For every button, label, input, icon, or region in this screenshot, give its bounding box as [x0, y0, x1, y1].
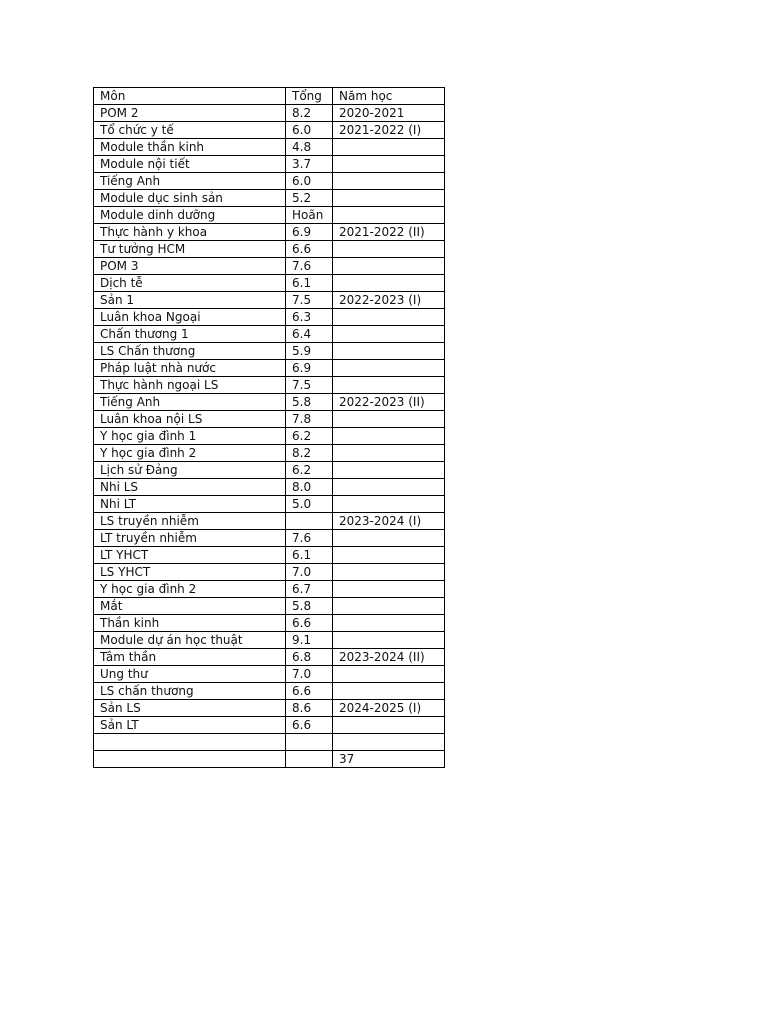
year-cell — [333, 598, 445, 615]
subject-cell: Tổ chức y tế — [94, 122, 286, 139]
table-row — [94, 377, 445, 394]
subject-cell: Nhi LS — [94, 479, 286, 496]
year-cell — [333, 530, 445, 547]
year-cell — [333, 683, 445, 700]
year-cell — [333, 581, 445, 598]
year-cell — [333, 156, 445, 173]
total-cell: 6.9 — [286, 360, 333, 377]
year-cell — [333, 190, 445, 207]
year-cell — [333, 734, 445, 751]
total-cell: 5.8 — [286, 598, 333, 615]
table-row — [94, 462, 445, 479]
subject-cell: Nhi LT — [94, 496, 286, 513]
year-cell — [333, 496, 445, 513]
table-row — [94, 564, 445, 581]
total-cell: 6.6 — [286, 241, 333, 258]
total-cell: 6.8 — [286, 649, 333, 666]
subject-cell: Sản 1 — [94, 292, 286, 309]
table-row — [94, 530, 445, 547]
total-cell — [286, 734, 333, 751]
total-cell: 6.6 — [286, 615, 333, 632]
total-cell: 7.6 — [286, 530, 333, 547]
header-subject: Môn — [94, 88, 286, 105]
total-cell: 8.0 — [286, 479, 333, 496]
year-cell — [333, 462, 445, 479]
subject-cell: Tiếng Anh — [94, 173, 286, 190]
subject-cell: POM 3 — [94, 258, 286, 275]
table-row — [94, 496, 445, 513]
subject-cell: LS YHCT — [94, 564, 286, 581]
total-cell — [286, 513, 333, 530]
total-cell: 7.0 — [286, 564, 333, 581]
table-row — [94, 156, 445, 173]
year-cell: 2024-2025 (I) — [333, 700, 445, 717]
subject-cell: LS truyền nhiễm — [94, 513, 286, 530]
total-cell: Hoãn — [286, 207, 333, 224]
table-row — [94, 139, 445, 156]
table-row — [94, 360, 445, 377]
year-cell: 2022-2023 (II) — [333, 394, 445, 411]
table-row — [94, 173, 445, 190]
total-cell: 9.1 — [286, 632, 333, 649]
year-cell: 37 — [333, 751, 445, 768]
total-cell: 6.6 — [286, 717, 333, 734]
total-cell: 5.0 — [286, 496, 333, 513]
year-cell — [333, 326, 445, 343]
table-row — [94, 122, 445, 139]
year-cell — [333, 615, 445, 632]
subject-cell — [94, 751, 286, 768]
year-cell — [333, 275, 445, 292]
table-row — [94, 581, 445, 598]
table-row — [94, 207, 445, 224]
subject-cell: POM 2 — [94, 105, 286, 122]
table-row — [94, 717, 445, 734]
subject-cell: Sản LS — [94, 700, 286, 717]
subject-cell: Thực hành ngoại LS — [94, 377, 286, 394]
year-cell — [333, 258, 445, 275]
subject-cell: Pháp luật nhà nước — [94, 360, 286, 377]
total-cell: 7.6 — [286, 258, 333, 275]
table-row — [94, 666, 445, 683]
subject-cell: Module nội tiết — [94, 156, 286, 173]
subject-cell: Thực hành y khoa — [94, 224, 286, 241]
year-cell — [333, 377, 445, 394]
table-row — [94, 734, 445, 751]
total-cell: 4.8 — [286, 139, 333, 156]
table-row — [94, 445, 445, 462]
table-row — [94, 326, 445, 343]
total-cell: 6.0 — [286, 173, 333, 190]
year-cell — [333, 343, 445, 360]
subject-cell: Tâm thần — [94, 649, 286, 666]
header-row — [94, 88, 445, 105]
total-cell: 6.6 — [286, 683, 333, 700]
year-cell: 2021-2022 (II) — [333, 224, 445, 241]
table-row — [94, 105, 445, 122]
subject-cell: Y học gia đình 2 — [94, 445, 286, 462]
year-cell — [333, 428, 445, 445]
year-cell — [333, 309, 445, 326]
total-cell: 7.0 — [286, 666, 333, 683]
year-cell: 2020-2021 — [333, 105, 445, 122]
grade-table — [93, 87, 445, 768]
year-cell — [333, 207, 445, 224]
year-cell — [333, 445, 445, 462]
total-cell: 8.2 — [286, 445, 333, 462]
year-cell — [333, 360, 445, 377]
year-cell — [333, 411, 445, 428]
table-row — [94, 632, 445, 649]
subject-cell: Sản LT — [94, 717, 286, 734]
subject-cell: Ung thư — [94, 666, 286, 683]
subject-cell: LT YHCT — [94, 547, 286, 564]
subject-cell: Module dự án học thuật — [94, 632, 286, 649]
year-cell — [333, 717, 445, 734]
table-row — [94, 190, 445, 207]
total-cell: 7.8 — [286, 411, 333, 428]
total-cell: 6.1 — [286, 547, 333, 564]
total-cell: 8.6 — [286, 700, 333, 717]
table-row — [94, 547, 445, 564]
table-row — [94, 683, 445, 700]
total-cell: 8.2 — [286, 105, 333, 122]
total-cell: 5.8 — [286, 394, 333, 411]
table-row — [94, 241, 445, 258]
subject-cell: Module dinh dưỡng — [94, 207, 286, 224]
table-row — [94, 428, 445, 445]
grade-table-body — [94, 88, 445, 768]
total-cell: 7.5 — [286, 377, 333, 394]
subject-cell: Luân khoa Ngoại — [94, 309, 286, 326]
subject-cell: Dịch tễ — [94, 275, 286, 292]
year-cell: 2022-2023 (I) — [333, 292, 445, 309]
header-total: Tổng — [286, 88, 333, 105]
table-row — [94, 309, 445, 326]
table-row — [94, 411, 445, 428]
year-cell: 2023-2024 (II) — [333, 649, 445, 666]
year-cell: 2023-2024 (I) — [333, 513, 445, 530]
year-cell — [333, 173, 445, 190]
year-cell — [333, 564, 445, 581]
subject-cell: Chấn thương 1 — [94, 326, 286, 343]
table-row — [94, 394, 445, 411]
total-cell: 6.9 — [286, 224, 333, 241]
subject-cell: LS Chấn thương — [94, 343, 286, 360]
subject-cell: LT truyền nhiễm — [94, 530, 286, 547]
subject-cell: Luân khoa nội LS — [94, 411, 286, 428]
table-row — [94, 275, 445, 292]
total-cell: 7.5 — [286, 292, 333, 309]
year-cell — [333, 241, 445, 258]
total-cell: 3.7 — [286, 156, 333, 173]
total-cell — [286, 751, 333, 768]
table-row — [94, 700, 445, 717]
subject-cell: LS chấn thương — [94, 683, 286, 700]
subject-cell: Module dục sinh sản — [94, 190, 286, 207]
total-cell: 6.3 — [286, 309, 333, 326]
header-year: Năm học — [333, 88, 445, 105]
year-cell — [333, 632, 445, 649]
subject-cell: Y học gia đình 1 — [94, 428, 286, 445]
table-row — [94, 258, 445, 275]
year-cell: 2021-2022 (I) — [333, 122, 445, 139]
total-cell: 6.7 — [286, 581, 333, 598]
total-cell: 6.2 — [286, 462, 333, 479]
subject-cell: Mắt — [94, 598, 286, 615]
total-cell: 6.1 — [286, 275, 333, 292]
total-cell: 5.9 — [286, 343, 333, 360]
table-row — [94, 343, 445, 360]
table-row — [94, 649, 445, 666]
subject-cell: Tư tưởng HCM — [94, 241, 286, 258]
table-row — [94, 224, 445, 241]
table-row — [94, 479, 445, 496]
total-cell: 6.4 — [286, 326, 333, 343]
subject-cell: Tiếng Anh — [94, 394, 286, 411]
year-cell — [333, 666, 445, 683]
table-row — [94, 751, 445, 768]
year-cell — [333, 139, 445, 156]
total-cell: 6.2 — [286, 428, 333, 445]
table-row — [94, 598, 445, 615]
total-cell: 6.0 — [286, 122, 333, 139]
table-row — [94, 615, 445, 632]
year-cell — [333, 479, 445, 496]
total-cell: 5.2 — [286, 190, 333, 207]
table-row — [94, 513, 445, 530]
table-row — [94, 292, 445, 309]
subject-cell: Lịch sử Đảng — [94, 462, 286, 479]
subject-cell: Thần kinh — [94, 615, 286, 632]
subject-cell: Y học gia đình 2 — [94, 581, 286, 598]
year-cell — [333, 547, 445, 564]
subject-cell: Module thần kinh — [94, 139, 286, 156]
subject-cell — [94, 734, 286, 751]
